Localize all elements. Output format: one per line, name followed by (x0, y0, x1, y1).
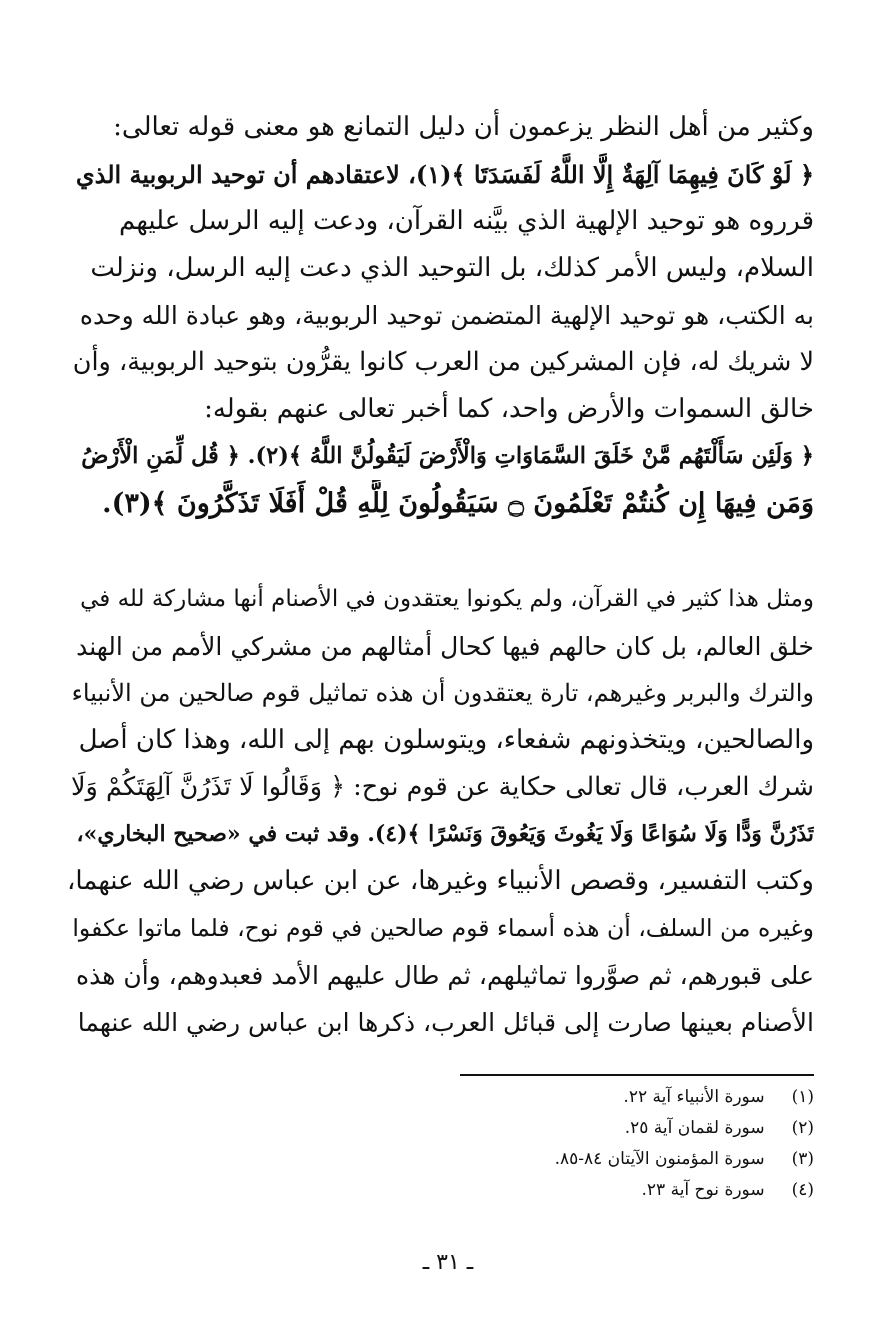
footnote-number: (٢) (791, 1118, 814, 1138)
text-line: وغيره من السلف، أن هذه أسماء قوم صالحين في قوم نوح، فلما ماتوا عكفوا (72, 914, 814, 942)
text-line: به الكتب، هو توحيد الإلهية المتضمن توحيد الربوبية، وهو عبادة الله وحده (79, 301, 814, 330)
footnote-text: سورة الأنبياء آية ٢٢. (623, 1087, 765, 1107)
text-line: والترك والبربر وغيرهم، تارة يعتقدون أن هذه تماثيل قوم صالحين من الأنبياء (71, 679, 814, 707)
paragraph-tawhid (66, 104, 814, 527)
text-line: لا شريك له، فإن المشركين من العرب كانوا يقرُّون بتوحيد الربوبية، وأن (72, 347, 814, 377)
text-line: شرك العرب، قال تعالى حكاية عن قوم نوح: ﴿ وَقَالُوا لَا تَذَرُنَّ آلِهَتَكُمْ وَلَا (71, 772, 814, 802)
footnote-divider (460, 1074, 814, 1076)
text-line: على قبورهم، ثم صوَّروا تماثيلهم، ثم طال عليهم الأمد فعبدوهم، وأن هذه (75, 961, 814, 990)
text-line: وكتب التفسير، وقصص الأنبياء وغيرها، عن ابن عباس رضي الله عنهما، (66, 866, 814, 896)
text-line: السلام، وليس الأمر كذلك، بل التوحيد الذي دعت إليه الرسل، ونزلت (90, 253, 814, 283)
footnote-item (414, 1082, 814, 1113)
footnote-number: (٣) (791, 1149, 814, 1169)
footnote-text: سورة المؤمنون الآيتان ٨٤-٨٥. (554, 1149, 765, 1169)
footnote-text: سورة نوح آية ٢٣. (641, 1180, 765, 1200)
text-line: وكثير من أهل النظر يزعمون أن دليل التمانع هو معنى قوله تعالى: (113, 112, 814, 142)
page-number: ـ ٣١ ـ (422, 1250, 474, 1275)
footnote-item (414, 1175, 814, 1206)
footnote-number: (١) (791, 1087, 814, 1107)
text-line: الأصنام بعينها صارت إلى قبائل العرب، ذكرها ابن عباس رضي الله عنهما (77, 1008, 814, 1037)
text-line: ومثل هذا كثير في القرآن، ولم يكونوا يعتقدون في الأصنام أنها مشاركة لله في (80, 586, 814, 612)
text-line: والصالحين، ويتخذونهم شفعاء، ويتوسلون بهم إلى الله، وهذا كان أصل (78, 725, 814, 755)
footnotes (414, 1082, 814, 1206)
footnote-item (414, 1113, 814, 1144)
text-line-quran: تَذَرُنَّ وَدًّا وَلَا سُوَاعًا وَلَا يَغُوثَ وَيَعُوقَ وَنَسْرًا ﴾(٤). وقد ثبت في «صحيح البخاري»، (76, 821, 814, 847)
text-line-quran: ﴿ وَلَئِن سَأَلْتَهُم مَّنْ خَلَقَ السَّمَاوَاتِ وَالْأَرْضَ لَيَقُولُنَّ اللَّهُ ﴾(٢). ﴿ قُل لِّمَنِ الْأَرْضُ (81, 443, 814, 469)
footnote-item (414, 1144, 814, 1175)
text-line: قرروه هو توحيد الإلهية الذي بيَّنه القرآن، ودعت إليه الرسل عليهم (119, 206, 814, 236)
text-line-quran: وَمَن فِيهَا إِن كُنتُمْ تَعْلَمُونَ ۝ سَيَقُولُونَ لِلَّهِ قُلْ أَفَلَا تَذَكَّرُونَ ﴾(٣). (102, 488, 814, 519)
paragraph-idols (66, 576, 814, 1046)
text-line: خالق السموات والأرض واحد، كما أخبر تعالى عنهم بقوله: (204, 394, 814, 424)
text-line-quran: ﴿ لَوْ كَانَ فِيهِمَا آلِهَةٌ إِلَّا اللَّهُ لَفَسَدَتَا ﴾(١)، لاعتقادهم أن توحيد الربوبية الذي (75, 160, 814, 189)
footnote-number: (٤) (791, 1180, 814, 1200)
text-line: خلق العالم، بل كان حالهم فيها كحال أمثالهم من مشركي الأمم من الهند (76, 632, 814, 661)
footnote-text: سورة لقمان آية ٢٥. (624, 1118, 765, 1138)
